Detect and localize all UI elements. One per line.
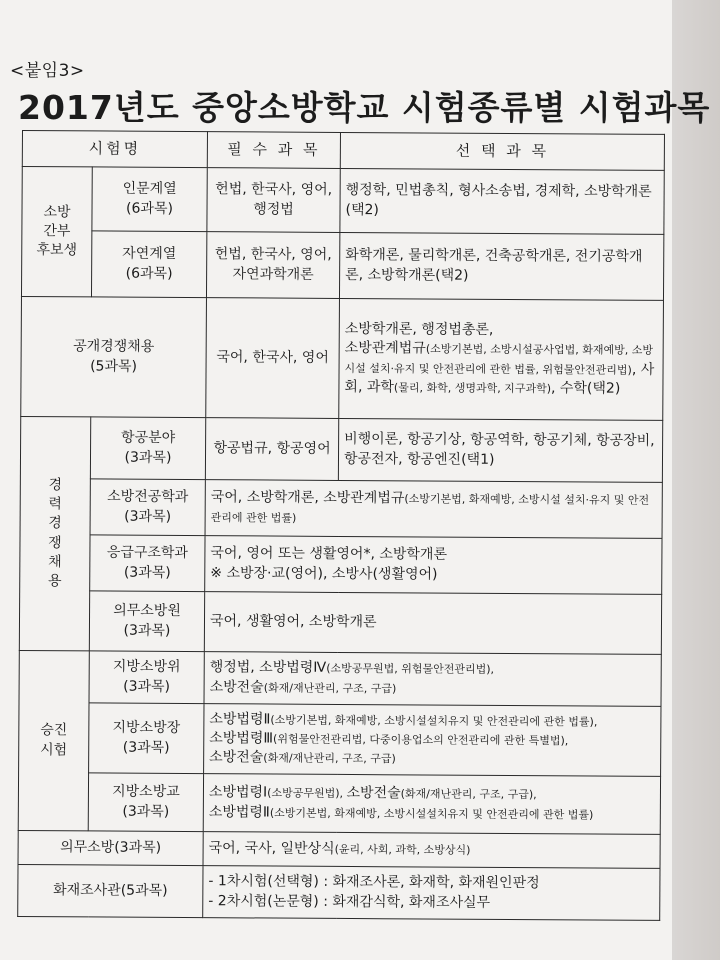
subjects: 국어, 생활영어, 소방학개론 [204,592,661,655]
table-row [20,534,662,594]
required-subjects: 국어, 한국사, 영어 [206,298,340,419]
page-title: 2017년도 중앙소방학교 시험종류별 시험과목 [18,88,711,127]
subjects: 국어, 국사, 일반상식(윤리, 사회, 과학, 소방상식) [203,832,660,869]
table-row [20,478,662,538]
row-name: 소방전공학과 (3과목) [90,479,205,536]
row-name: 의무소방(3과목) [18,830,203,865]
table-row [21,231,663,301]
row-name: 항공분야 (3과목) [90,417,205,480]
row-name: 응급구조학과 (3과목) [90,535,205,592]
career-group-label: 경 력 경 쟁 채 용 [19,416,90,650]
row-name: 화재조사관(5과목) [18,864,203,917]
subjects: 국어, 소방학개론, 소방관계법규(소방기본법, 화재예방, 소방시설 설치·유지 및 안전관리에 관한 법률) [205,480,662,539]
promotion-group-label: 승진 시험 [18,650,89,830]
elective-subjects: 비행이론, 항공기상, 항공역학, 항공기체, 항공장비, 항공전자, 항공엔진(택1) [338,418,662,482]
table-row [20,416,662,482]
subjects: 국어, 영어 또는 생활영어*, 소방학개론 ※ 소방장·교(영어), 소방사(생활영어) [205,536,662,595]
table-row [18,830,660,868]
subjects: 소방법령Ⅰ(소방공무원법), 소방전술(화재/재난관리, 구조, 구급), 소방법령Ⅱ(소방기본법, 화재예방, 소방시설설치유지 및 안전관리에 관한 법률) [203,774,660,835]
row-name: 인문계열 (6과목) [92,167,207,232]
row-name: 의무소방원 (3과목) [89,591,204,652]
row-name: 지방소방위 (3과목) [89,651,204,704]
attachment-label: <붙임3> [10,61,85,81]
header-elective: 선 택 과 목 [340,132,664,170]
required-subjects: 헌법, 한국사, 영어, 자연과학개론 [206,232,339,299]
table-row [19,702,661,776]
table-row [18,772,660,834]
subjects: 소방법령Ⅱ(소방기본법, 화재예방, 소방시설설치유지 및 안전관리에 관한 법률), 소방법령Ⅲ(위험물안전관리법, 다중이용업소의 안전관리에 관한 특별법), 소방전술(화재/재난관리, 구조, 구급) [204,704,661,777]
exam-subject-table [17,130,665,921]
row-name: 지방소방장 (3과목) [89,703,204,774]
elective-subjects: 행정학, 민법총칙, 형사소송법, 경제학, 소방학개론(택2) [340,168,664,234]
subjects: - 1차시험(선택형) : 화재조사론, 화재학, 화재원인판정 - 2차시험(논문형) : 화재감식학, 화재조사실무 [203,866,660,921]
elective-subjects: 화학개론, 물리학개론, 건축공학개론, 전기공학개론, 소방학개론(택2) [339,232,663,300]
required-subjects: 헌법, 한국사, 영어, 행정법 [207,168,340,233]
required-subjects: 항공법규, 항공영어 [205,418,338,481]
table-row [18,864,660,920]
cadet-group-label: 소방 간부 후보생 [21,167,92,297]
row-name: 공개경쟁채용 (5과목) [21,296,207,417]
header-required: 필 수 과 목 [207,132,340,169]
subjects: 행정법, 소방법령Ⅳ(소방공무원법, 위험물안전관리법), 소방전술(화재/재난관리, 구조, 구급) [204,652,661,707]
table-header-row [22,131,664,171]
row-name: 자연계열 (6과목) [91,231,206,298]
table-row [22,167,664,235]
table-row [19,650,661,706]
table-row [21,296,664,420]
elective-subjects: 소방학개론, 행정법총론, 소방관계법규(소방기본법, 소방시설공사업법, 화재예방, 소방시설 설치·유지 및 안전관리에 관한 법률, 위험물안전관리법), 사회, 과학(물리, 화학, 생명과학, 지구과학), 수학(택2) [339,298,664,420]
page-edge-background [672,0,720,960]
table-row [19,590,661,654]
row-name: 지방소방교 (3과목) [88,773,203,832]
header-exam-name: 시험명 [22,131,207,168]
